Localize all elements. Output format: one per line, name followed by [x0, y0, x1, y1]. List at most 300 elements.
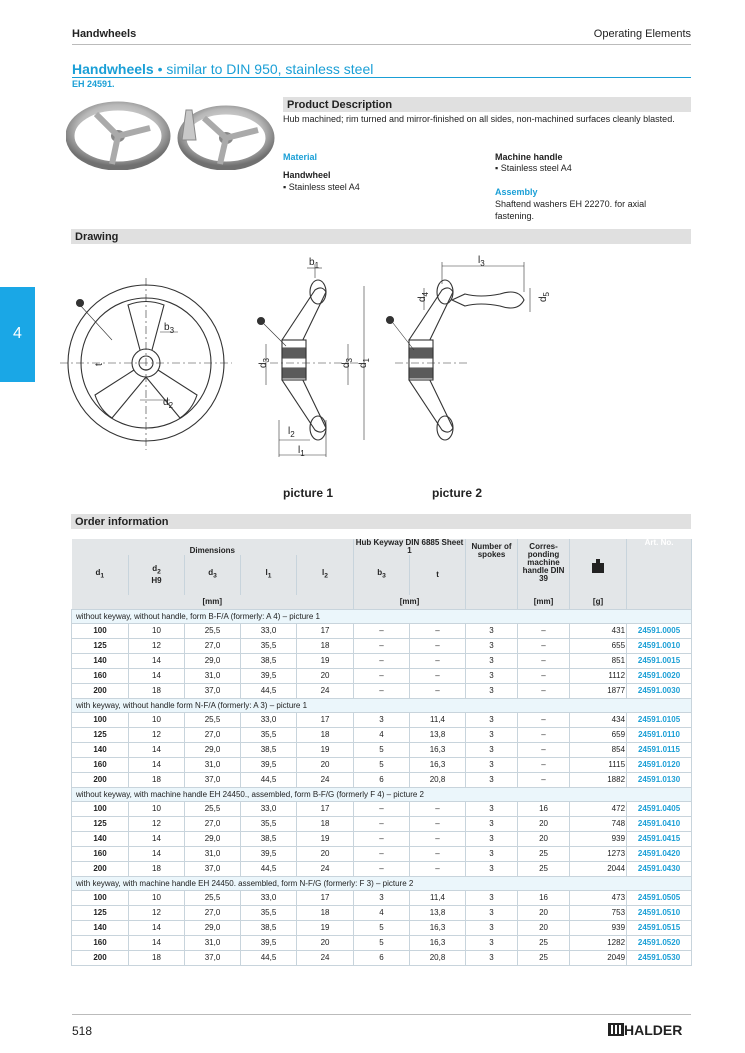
table-cell: 17: [297, 713, 354, 728]
table-cell: –: [354, 684, 410, 699]
art-no-cell: 24591.0005: [627, 624, 692, 639]
label-d5: $d_5$: [538, 291, 551, 302]
table-cell: 20: [297, 847, 354, 862]
table-cell: 29,0: [185, 832, 241, 847]
table-cell: 29,0: [185, 654, 241, 669]
label-l3: $l_3$: [478, 255, 485, 268]
table-cell: 140: [72, 832, 129, 847]
table-cell: –: [410, 862, 466, 877]
table-cell: 25,5: [185, 891, 241, 906]
table-group-row: [72, 788, 692, 802]
table-cell: 3: [466, 684, 518, 699]
table-cell: 3: [466, 758, 518, 773]
table-cell: 2044: [570, 862, 627, 877]
table-row: [72, 758, 692, 773]
table-cell: 12: [129, 639, 185, 654]
table-row: [72, 684, 692, 699]
table-cell: 100: [72, 802, 129, 817]
table-cell: 160: [72, 669, 129, 684]
table-cell: 100: [72, 713, 129, 728]
label-d2: $d_2$: [163, 397, 174, 410]
col-d2: $d_2$ H9: [129, 555, 185, 595]
weight-header: [570, 539, 627, 595]
label-l2: $l_2$: [288, 426, 295, 439]
table-cell: –: [410, 847, 466, 862]
table-units-row: [72, 595, 692, 610]
machine-handle-material-value: Stainless steel A4: [500, 163, 572, 173]
surface-finish-symbol-3: [387, 317, 394, 324]
brand-logo: [608, 1022, 682, 1038]
table-group-row: [72, 610, 692, 624]
table-cell: 12: [129, 906, 185, 921]
table-cell: –: [518, 684, 570, 699]
table-row: [72, 817, 692, 832]
table-cell: 11,4: [410, 891, 466, 906]
table-row: [72, 906, 692, 921]
group-label: without keyway, with machine handle EH 24450., assembled, form B-F/G (formerly F 4) – picture 2: [72, 788, 692, 802]
table-cell: 10: [129, 624, 185, 639]
table-cell: –: [410, 639, 466, 654]
surface-finish-symbol-1: [77, 300, 84, 307]
table-cell: 25: [518, 951, 570, 966]
weight-icon: [591, 558, 605, 574]
col-t: t: [410, 555, 466, 595]
chapter-number: 4: [13, 325, 22, 342]
table-cell: 24: [297, 773, 354, 788]
col-l1: $l_1$: [241, 555, 297, 595]
table-cell: 140: [72, 743, 129, 758]
art-no-cell: 24591.0020: [627, 669, 692, 684]
table-cell: 5: [354, 936, 410, 951]
table-cell: 31,0: [185, 669, 241, 684]
table-cell: 3: [466, 639, 518, 654]
table-cell: –: [410, 669, 466, 684]
table-cell: 851: [570, 654, 627, 669]
art-no-cell: 24591.0030: [627, 684, 692, 699]
footer-divider: [72, 1014, 691, 1015]
table-cell: 3: [466, 921, 518, 936]
surface-finish-symbol-2: [258, 318, 265, 325]
table-cell: 13,8: [410, 906, 466, 921]
table-cell: 655: [570, 639, 627, 654]
table-cell: 44,5: [241, 951, 297, 966]
art-no-cell: 24591.0510: [627, 906, 692, 921]
table-cell: 3: [466, 891, 518, 906]
table-cell: 20: [297, 936, 354, 951]
unit-mm-handle: [mm]: [518, 595, 570, 610]
table-cell: 29,0: [185, 743, 241, 758]
table-cell: 39,5: [241, 847, 297, 862]
table-cell: 939: [570, 921, 627, 936]
table-cell: 1282: [570, 936, 627, 951]
table-cell: 10: [129, 891, 185, 906]
table-cell: –: [518, 728, 570, 743]
table-cell: 25: [518, 936, 570, 951]
art-no-cell: 24591.0420: [627, 847, 692, 862]
table-cell: 125: [72, 639, 129, 654]
table-cell: 20: [518, 921, 570, 936]
table-cell: 140: [72, 921, 129, 936]
art-no-cell: 24591.0105: [627, 713, 692, 728]
table-row: [72, 802, 692, 817]
art-no-cell: 24591.0530: [627, 951, 692, 966]
table-cell: 16,3: [410, 743, 466, 758]
table-cell: –: [410, 817, 466, 832]
table-cell: 20,8: [410, 951, 466, 966]
table-cell: –: [410, 684, 466, 699]
table-cell: 17: [297, 802, 354, 817]
table-cell: 3: [466, 654, 518, 669]
unit-mm-dimensions: [mm]: [72, 595, 354, 610]
assembly-text: Shaftend washers EH 22270. for axial fastening.: [495, 199, 647, 221]
table-cell: –: [354, 802, 410, 817]
table-cell: 44,5: [241, 862, 297, 877]
table-cell: 18: [297, 639, 354, 654]
dimensions-header: Dimensions: [72, 539, 354, 555]
table-group-row: [72, 699, 692, 713]
table-cell: –: [410, 654, 466, 669]
product-description-text: Hub machined; rim turned and mirror-finished on all sides, non-machined surfaces cleanly blasted.: [283, 114, 675, 124]
title-main: Handwheels: [72, 61, 154, 77]
table-cell: 3: [466, 773, 518, 788]
table-cell: 20: [518, 817, 570, 832]
table-cell: 17: [297, 891, 354, 906]
machine-handle-material: ▪ Stainless steel A4: [495, 163, 572, 173]
page-number: 518: [72, 1024, 93, 1038]
table-cell: –: [410, 802, 466, 817]
table-cell: 16,3: [410, 758, 466, 773]
art-no-header: Art. No.: [627, 539, 692, 610]
table-row: [72, 669, 692, 684]
table-cell: 3: [466, 669, 518, 684]
table-cell: 160: [72, 847, 129, 862]
table-cell: 753: [570, 906, 627, 921]
table-row: [72, 862, 692, 877]
halder-logo-icon: [608, 1023, 624, 1036]
machine-handle-label: Machine handle: [495, 152, 563, 162]
table-cell: –: [354, 639, 410, 654]
title-sub: • similar to DIN 950, stainless steel: [153, 61, 374, 77]
table-cell: 160: [72, 758, 129, 773]
table-cell: 3: [466, 802, 518, 817]
table-row: [72, 624, 692, 639]
table-cell: 27,0: [185, 639, 241, 654]
table-cell: 6: [354, 951, 410, 966]
product-description-heading: Product Description: [283, 97, 691, 112]
page-title: [72, 61, 373, 77]
table-cell: 27,0: [185, 817, 241, 832]
table-cell: 44,5: [241, 773, 297, 788]
table-cell: 200: [72, 684, 129, 699]
table-cell: 160: [72, 936, 129, 951]
table-cell: 39,5: [241, 669, 297, 684]
table-cell: 3: [466, 743, 518, 758]
table-cell: 125: [72, 728, 129, 743]
table-cell: 20: [518, 832, 570, 847]
label-t: t: [94, 363, 105, 366]
table-row: [72, 713, 692, 728]
table-cell: 13,8: [410, 728, 466, 743]
table-cell: 748: [570, 817, 627, 832]
product-photo: [66, 100, 276, 170]
hub-keyway-header: Hub Keyway DIN 6885 Sheet 1: [354, 539, 466, 555]
table-cell: 39,5: [241, 758, 297, 773]
table-cell: –: [354, 624, 410, 639]
product-code: EH 24591.: [72, 79, 115, 89]
table-cell: 3: [466, 906, 518, 921]
table-cell: 1112: [570, 669, 627, 684]
art-no-cell: 24591.0415: [627, 832, 692, 847]
table-cell: 12: [129, 817, 185, 832]
table-cell: 5: [354, 921, 410, 936]
table-cell: 33,0: [241, 891, 297, 906]
table-cell: 33,0: [241, 624, 297, 639]
picture-1-caption: picture 1: [283, 486, 334, 500]
table-cell: 37,0: [185, 684, 241, 699]
table-cell: 16,3: [410, 936, 466, 951]
col-d1: $d_1$: [72, 555, 129, 595]
col-b3: $b_3$: [354, 555, 410, 595]
table-cell: 25,5: [185, 802, 241, 817]
art-no-cell: 24591.0115: [627, 743, 692, 758]
table-row: [72, 936, 692, 951]
unit-g: [g]: [570, 595, 627, 610]
table-row: [72, 832, 692, 847]
table-cell: 3: [466, 847, 518, 862]
table-cell: 27,0: [185, 728, 241, 743]
material-label: Material: [283, 152, 318, 162]
label-b3: $b_3$: [164, 322, 175, 335]
table-cell: 24: [297, 862, 354, 877]
chapter-header: Operating Elements: [593, 28, 691, 40]
table-cell: 1882: [570, 773, 627, 788]
brand-name: HALDER: [624, 1022, 683, 1038]
table-cell: 3: [466, 862, 518, 877]
table-cell: 14: [129, 936, 185, 951]
col-d3: $d_3$: [185, 555, 241, 595]
machine-handle-header: Corres-ponding machine handle DIN 39: [518, 539, 570, 595]
table-cell: 125: [72, 817, 129, 832]
table-cell: –: [354, 847, 410, 862]
table-cell: 20: [297, 758, 354, 773]
table-cell: 17: [297, 624, 354, 639]
table-cell: 38,5: [241, 832, 297, 847]
table-row: [72, 639, 692, 654]
table-cell: 3: [466, 624, 518, 639]
group-label: with keyway, without handle form N-F/A (formerly: A 3) – picture 1: [72, 699, 692, 713]
table-cell: 19: [297, 743, 354, 758]
table-row: [72, 728, 692, 743]
table-row: [72, 773, 692, 788]
table-cell: 3: [466, 951, 518, 966]
table-cell: –: [518, 758, 570, 773]
table-cell: 939: [570, 832, 627, 847]
handwheel-label: Handwheel: [283, 170, 331, 180]
section-header: Handwheels: [72, 28, 137, 40]
table-cell: 434: [570, 713, 627, 728]
table-cell: 31,0: [185, 847, 241, 862]
table-cell: 5: [354, 743, 410, 758]
header-divider: [72, 44, 691, 45]
label-d4: $d_4$: [417, 291, 430, 302]
table-cell: 14: [129, 654, 185, 669]
table-cell: –: [354, 817, 410, 832]
table-cell: –: [518, 743, 570, 758]
table-cell: 140: [72, 654, 129, 669]
table-group-row: [72, 877, 692, 891]
assembly-label: Assembly: [495, 187, 538, 197]
table-cell: –: [354, 669, 410, 684]
table-cell: 16: [518, 802, 570, 817]
table-cell: 35,5: [241, 906, 297, 921]
table-header-row-1: [72, 539, 692, 555]
table-cell: 431: [570, 624, 627, 639]
table-cell: 31,0: [185, 936, 241, 951]
table-cell: 33,0: [241, 713, 297, 728]
table-cell: 14: [129, 669, 185, 684]
title-divider: [72, 77, 691, 78]
art-no-cell: 24591.0505: [627, 891, 692, 906]
table-cell: 11,4: [410, 713, 466, 728]
table-cell: 4: [354, 728, 410, 743]
label-d3-right: $d_3$: [341, 357, 354, 368]
table-cell: 25,5: [185, 624, 241, 639]
table-cell: 200: [72, 862, 129, 877]
art-no-cell: 24591.0410: [627, 817, 692, 832]
table-cell: 16: [518, 891, 570, 906]
art-no-cell: 24591.0430: [627, 862, 692, 877]
table-cell: 16,3: [410, 921, 466, 936]
table-row: [72, 847, 692, 862]
table-cell: 37,0: [185, 951, 241, 966]
art-no-cell: 24591.0120: [627, 758, 692, 773]
table-cell: 35,5: [241, 639, 297, 654]
table-cell: 659: [570, 728, 627, 743]
table-cell: 14: [129, 921, 185, 936]
art-no-cell: 24591.0015: [627, 654, 692, 669]
table-cell: 18: [129, 773, 185, 788]
table-cell: 20: [518, 906, 570, 921]
table-cell: 10: [129, 802, 185, 817]
table-cell: 39,5: [241, 936, 297, 951]
table-row: [72, 743, 692, 758]
table-cell: 33,0: [241, 802, 297, 817]
table-cell: 3: [354, 713, 410, 728]
table-cell: –: [410, 832, 466, 847]
art-no-cell: 24591.0130: [627, 773, 692, 788]
table-row: [72, 951, 692, 966]
table-cell: 12: [129, 728, 185, 743]
table-cell: 4: [354, 906, 410, 921]
table-cell: 38,5: [241, 921, 297, 936]
table-cell: 14: [129, 832, 185, 847]
table-cell: 3: [354, 891, 410, 906]
table-cell: –: [354, 832, 410, 847]
table-cell: 35,5: [241, 728, 297, 743]
table-cell: –: [518, 639, 570, 654]
col-l2: $l_2$: [297, 555, 354, 595]
table-cell: 24: [297, 684, 354, 699]
table-cell: 38,5: [241, 654, 297, 669]
table-cell: 473: [570, 891, 627, 906]
table-cell: 29,0: [185, 921, 241, 936]
table-cell: 200: [72, 773, 129, 788]
table-cell: 14: [129, 743, 185, 758]
table-cell: 27,0: [185, 906, 241, 921]
table-cell: 200: [72, 951, 129, 966]
label-l1: $l_1$: [298, 445, 305, 458]
table-cell: 31,0: [185, 758, 241, 773]
unit-mm-hub: [mm]: [354, 595, 466, 610]
table-cell: 18: [129, 862, 185, 877]
art-no-cell: 24591.0405: [627, 802, 692, 817]
spokes-header: Number of spokes: [466, 539, 518, 595]
table-cell: –: [518, 713, 570, 728]
table-cell: 25: [518, 862, 570, 877]
table-cell: –: [518, 624, 570, 639]
table-cell: –: [518, 654, 570, 669]
table-cell: 100: [72, 624, 129, 639]
table-cell: 6: [354, 773, 410, 788]
order-table: [71, 539, 692, 966]
table-row: [72, 921, 692, 936]
table-cell: 18: [129, 951, 185, 966]
table-cell: 1273: [570, 847, 627, 862]
table-row: [72, 654, 692, 669]
table-cell: 38,5: [241, 743, 297, 758]
table-cell: –: [410, 624, 466, 639]
table-cell: 18: [297, 906, 354, 921]
technical-drawing: [60, 250, 560, 505]
table-cell: 1877: [570, 684, 627, 699]
table-cell: –: [354, 654, 410, 669]
table-cell: 3: [466, 817, 518, 832]
table-cell: 19: [297, 654, 354, 669]
picture-2-caption: picture 2: [432, 486, 483, 500]
table-cell: 25: [518, 847, 570, 862]
table-cell: 14: [129, 847, 185, 862]
handwheel-material: ▪ Stainless steel A4: [283, 182, 360, 192]
table-cell: 20,8: [410, 773, 466, 788]
table-cell: 18: [297, 728, 354, 743]
table-cell: 472: [570, 802, 627, 817]
table-cell: 3: [466, 728, 518, 743]
label-d3-left: $d_3$: [258, 357, 271, 368]
table-cell: 19: [297, 921, 354, 936]
table-cell: 125: [72, 906, 129, 921]
table-cell: 854: [570, 743, 627, 758]
table-cell: 24: [297, 951, 354, 966]
table-cell: 1115: [570, 758, 627, 773]
group-label: without keyway, without handle, form B-F/A (formerly: A 4) – picture 1: [72, 610, 692, 624]
table-cell: 3: [466, 832, 518, 847]
group-label: with keyway, with machine handle EH 24450. assembled, form N-F/G (formerly: F 3) – picture 2: [72, 877, 692, 891]
table-cell: 44,5: [241, 684, 297, 699]
chapter-tab: [0, 287, 35, 382]
table-cell: 25,5: [185, 713, 241, 728]
art-no-cell: 24591.0010: [627, 639, 692, 654]
art-no-cell: 24591.0515: [627, 921, 692, 936]
unit-spokes: [466, 595, 518, 610]
table-cell: 20: [297, 669, 354, 684]
table-cell: 37,0: [185, 773, 241, 788]
table-cell: 18: [129, 684, 185, 699]
art-no-cell: 24591.0520: [627, 936, 692, 951]
table-cell: 19: [297, 832, 354, 847]
table-cell: –: [518, 773, 570, 788]
table-cell: –: [354, 862, 410, 877]
label-d1: $d_1$: [358, 357, 371, 368]
